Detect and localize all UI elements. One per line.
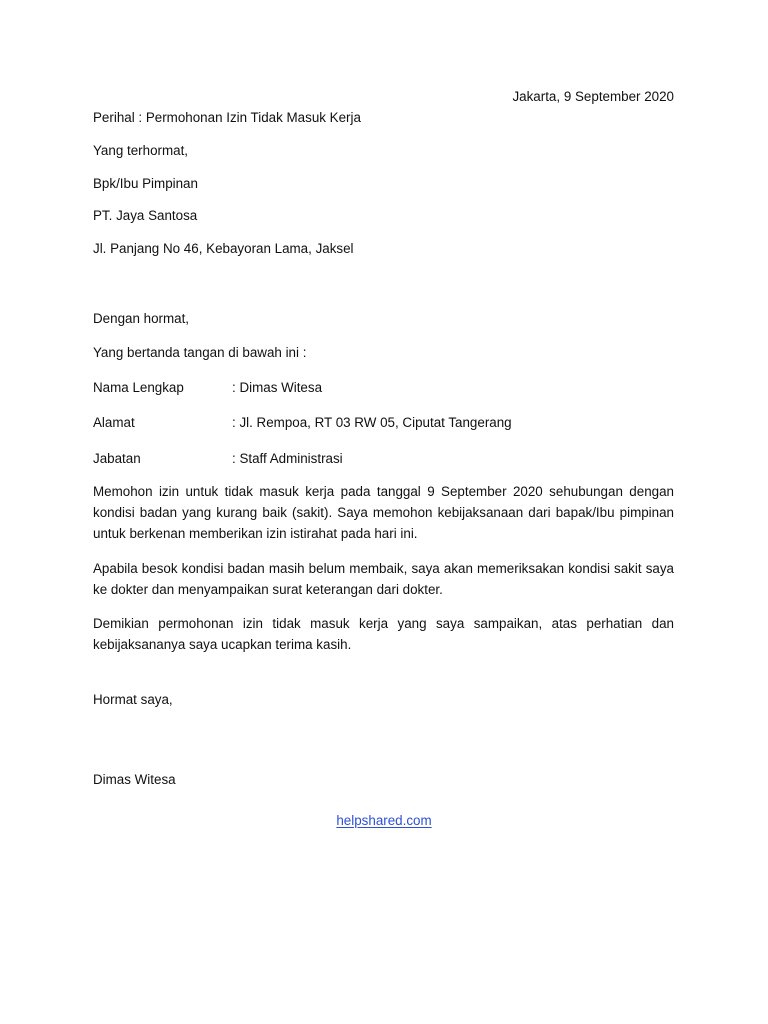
recipient-company: PT. Jaya Santosa [93,208,198,223]
opening-salutation: Dengan hormat, [93,311,190,326]
footer-link[interactable]: helpshared.com [336,813,432,828]
closing-salutation: Hormat saya, [93,692,173,707]
signature-name: Dimas Witesa [93,772,176,787]
recipient-title: Bpk/Ibu Pimpinan [93,176,198,191]
recipient-greeting: Yang terhormat, [93,143,189,158]
recipient-address: Jl. Panjang No 46, Kebayoran Lama, Jaksel [93,241,354,256]
footer-link-container [0,810,768,831]
field-label-name: Nama Lengkap [93,380,184,395]
field-label-position: Jabatan [93,451,141,466]
letter-date: Jakarta, 9 September 2020 [512,89,674,104]
body-paragraph-request: Memohon izin untuk tidak masuk kerja pada tanggal 9 September 2020 sehubungan dengan kondisi badan yang kurang baik (sakit). Saya memohon kebijaksanaan dari bapak/Ibu pimpinan untuk berkenan memberikan izin istirahat pada hari ini. [93,484,674,541]
field-value-address: : Jl. Rempoa, RT 03 RW 05, Ciputat Tangerang [232,415,512,430]
body-paragraph-closing: Demikian permohonan izin tidak masuk kerja yang saya sampaikan, atas perhatian dan kebijaksananya saya ucapkan terima kasih. [93,616,674,652]
letter-subject: Perihal : Permohonan Izin Tidak Masuk Kerja [93,110,361,125]
field-value-position: : Staff Administrasi [232,451,343,466]
field-value-name: : Dimas Witesa [232,380,323,395]
field-label-address: Alamat [93,415,135,430]
intro-statement: Yang bertanda tangan di bawah ini : [93,345,307,360]
body-paragraph-followup: Apabila besok kondisi badan masih belum membaik, saya akan memeriksakan kondisi sakit saya ke dokter dan menyampaikan surat keterangan dari dokter. [93,561,674,597]
